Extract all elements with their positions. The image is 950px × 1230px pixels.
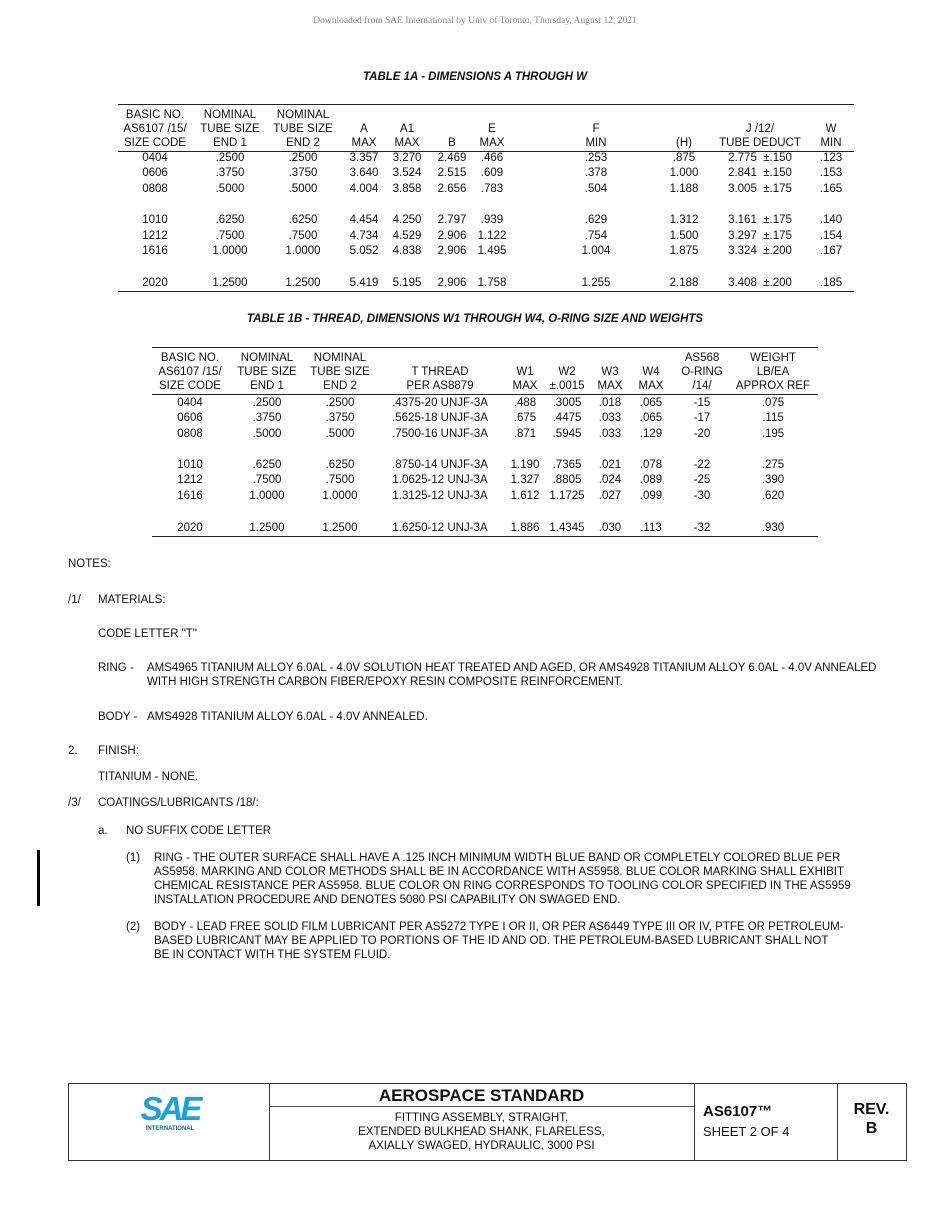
table-cell: .089 [639, 474, 663, 486]
column-header: T THREAD [411, 366, 469, 378]
table-cell: 2.515 [437, 167, 467, 179]
column-header: AS6107 /15/ [158, 366, 222, 378]
table-cell: 0404 [142, 152, 168, 164]
column-header: END 2 [323, 380, 357, 392]
column-header: AS6107 /15/ [123, 123, 187, 135]
ring-label: RING - [98, 662, 134, 674]
table-cell: 1.758 [477, 277, 507, 289]
column-header: TUBE SIZE [237, 366, 297, 378]
table-cell: .629 [584, 214, 608, 226]
column-header: PER AS8879 [406, 380, 474, 392]
table-cell: .783 [480, 183, 504, 195]
note-3-title: COATINGS/LUBRICANTS /18/: [98, 797, 259, 809]
table-cell: 1.3125-12 UNJ-3A [392, 490, 488, 502]
column-header: NOMINAL [203, 109, 257, 121]
table-cell: 4.004 [349, 183, 379, 195]
column-header: END 2 [286, 137, 320, 149]
table-cell: 4.838 [392, 245, 422, 257]
table-cell: .6250 [288, 214, 318, 226]
column-header: SIZE CODE [124, 137, 186, 149]
table-cell: .5000 [288, 183, 318, 195]
table-cell: 1010 [177, 459, 203, 471]
table-cell: .390 [761, 474, 785, 486]
title-line-3: AXIALLY SWAGED, HYDRAULIC, 3000 PSI [368, 1140, 595, 1152]
table-cell: .033 [598, 412, 622, 424]
table-cell: .3750 [325, 412, 355, 424]
table-cell: .024 [598, 474, 622, 486]
column-header: LB/EA [756, 366, 790, 378]
column-header: O-RING [681, 366, 723, 378]
table-cell: .930 [761, 522, 785, 534]
column-header: NOMINAL [313, 352, 367, 364]
table-cell: 4.250 [392, 214, 422, 226]
table-cell: .115 [762, 412, 784, 424]
table-cell: .7500 [325, 474, 355, 486]
table-cell: .027 [598, 490, 622, 502]
note-3-number: /3/ [68, 797, 81, 809]
table-cell: 1.004 [581, 245, 611, 257]
column-header: END 1 [213, 137, 247, 149]
table-cell: 2.906 [437, 230, 467, 242]
table-1a-title: TABLE 1A - DIMENSIONS A THROUGH W [362, 71, 588, 83]
table-cell: .185 [819, 277, 843, 289]
table-cell: 2.841 ±.150 [728, 167, 792, 179]
table-1b-title: TABLE 1B - THREAD, DIMENSIONS W1 THROUGH W4, O-RING SIZE AND WEIGHTS [246, 313, 704, 325]
table-cell: .099 [639, 490, 663, 502]
document-number: AS6107™ [703, 1103, 773, 1120]
column-header: J /12/ [745, 123, 775, 135]
table-cell: .2500 [288, 152, 318, 164]
table-cell: .6250 [325, 459, 355, 471]
table-cell: .754 [584, 230, 608, 242]
table-cell: 1.312 [669, 214, 699, 226]
table-cell: .4475 [552, 412, 582, 424]
notes-heading: NOTES: [68, 558, 111, 570]
note-2-number: 2. [68, 745, 78, 757]
sae-logo-subtext: INTERNATIONAL [145, 1126, 195, 1132]
divider [694, 1084, 695, 1160]
item-1-number: (1) [126, 852, 141, 864]
table-cell: .3750 [288, 167, 318, 179]
table-cell: 1.2500 [249, 522, 285, 534]
column-header: MAX [512, 380, 538, 392]
table-cell: 2.188 [669, 277, 699, 289]
note-1-number: /1/ [68, 594, 81, 606]
table-cell: .140 [819, 214, 843, 226]
table-cell: 3.357 [349, 152, 379, 164]
table-cell: 5.052 [349, 245, 379, 257]
column-header: /14/ [692, 380, 712, 392]
standard-type: AEROSPACE STANDARD [378, 1086, 585, 1105]
table-cell: 2.906 [437, 277, 467, 289]
note-2-title: FINISH: [98, 745, 139, 757]
table-cell: 2.906 [437, 245, 467, 257]
column-header: TUBE SIZE [310, 366, 370, 378]
column-header: MIN [820, 137, 842, 149]
table-cell: .2500 [215, 152, 245, 164]
table-cell: .275 [761, 459, 785, 471]
note-1-title: MATERIALS: [98, 594, 166, 606]
table-cell: 4.454 [349, 214, 379, 226]
table-cell: .5000 [215, 183, 245, 195]
table-cell: 3.858 [392, 183, 422, 195]
table-cell: 1010 [142, 214, 168, 226]
title-block [68, 1083, 907, 1161]
table-cell: .5000 [252, 428, 282, 440]
table-cell: 1.875 [669, 245, 699, 257]
column-header: MAX [479, 137, 505, 149]
table-cell: .075 [761, 397, 785, 409]
column-header: NOMINAL [240, 352, 294, 364]
column-header: W3 [601, 366, 619, 378]
column-header: ±.0015 [549, 380, 585, 392]
body-material-text: AMS4928 TITANIUM ALLOY 6.0AL - 4.0V ANNEALED. [147, 711, 428, 723]
table-cell: 5.195 [392, 277, 422, 289]
table-cell: 2.469 [437, 152, 467, 164]
table-cell: 3.005 ±.175 [728, 183, 792, 195]
table-cell: .675 [513, 412, 537, 424]
column-header: BASIC NO. [125, 109, 185, 121]
divider [269, 1106, 694, 1107]
table-cell: .2500 [325, 397, 355, 409]
table-cell: .078 [639, 459, 663, 471]
sae-logo-mark: SAE [140, 1090, 200, 1127]
table-cell: 0606 [177, 412, 203, 424]
column-header: B [448, 137, 456, 149]
table-cell: 1.188 [669, 183, 699, 195]
table-cell: 1.0000 [285, 245, 321, 257]
table-cell: 2.775 ±.150 [728, 152, 792, 164]
table-cell: 3.270 [392, 152, 422, 164]
table-cell: .065 [639, 412, 663, 424]
table-cell: .033 [598, 428, 622, 440]
table-cell: 1.0000 [249, 490, 285, 502]
table-cell: 2020 [177, 522, 203, 534]
table-cell: .5625-18 UNJF-3A [392, 412, 488, 424]
column-header: W4 [642, 366, 660, 378]
table-cell: .167 [819, 245, 843, 257]
table-cell: .3750 [252, 412, 282, 424]
table-cell: .609 [480, 167, 504, 179]
table-cell: .7500 [215, 230, 245, 242]
table-cell: 1.327 [510, 474, 540, 486]
column-header: TUBE DEDUCT [719, 137, 801, 149]
table-cell: 1.1725 [549, 490, 585, 502]
table-cell: 1.190 [510, 459, 540, 471]
column-header: (H) [676, 137, 692, 149]
table-cell: .5000 [325, 428, 355, 440]
table-cell: .253 [584, 152, 608, 164]
table-cell: 4.529 [392, 230, 422, 242]
table-cell: 2020 [142, 277, 168, 289]
table-cell: .504 [584, 183, 608, 195]
table-cell: .875 [672, 152, 696, 164]
table-cell: .939 [480, 214, 504, 226]
table-cell: .165 [819, 183, 843, 195]
table-cell: 1.0000 [322, 490, 358, 502]
column-header: BASIC NO. [160, 352, 220, 364]
table-cell: .378 [584, 167, 608, 179]
table-cell: .113 [640, 522, 662, 534]
table-cell: 1.0625-12 UNJ-3A [392, 474, 488, 486]
table-cell: .8750-14 UNJF-3A [392, 459, 488, 471]
table-cell: 0404 [177, 397, 203, 409]
table-cell: .871 [513, 428, 537, 440]
table-cell: .6250 [252, 459, 282, 471]
column-header: A1 [399, 123, 415, 135]
table-cell: .154 [819, 230, 843, 242]
table-cell: 5.419 [349, 277, 379, 289]
table-cell: .7500 [288, 230, 318, 242]
table-cell: 1.612 [510, 490, 540, 502]
table-cell: -17 [693, 412, 711, 424]
table-bottom-rule [118, 291, 854, 292]
column-header: W1 [516, 366, 534, 378]
table-cell: 3.161 ±.175 [728, 214, 792, 226]
column-header: MAX [351, 137, 377, 149]
table-cell: .195 [761, 428, 785, 440]
table-cell: .018 [598, 397, 622, 409]
table-bottom-rule [152, 536, 818, 537]
column-header: E [488, 123, 496, 135]
column-header: MAX [638, 380, 664, 392]
table-cell: .8805 [552, 474, 582, 486]
table-cell: .620 [761, 490, 785, 502]
table-cell: -32 [693, 522, 711, 534]
ring-material-text: AMS4965 TITANIUM ALLOY 6.0AL - 4.0V SOLUTION HEAT TREATED AND AGED, OR AMS4928 TITANIUM ALLOY 6.0AL - 4.0V ANNEALED WITH HIGH STRENGTH CARBON FIBER/EPOXY RESIN COMPOSITE REINFORCEMENT. [147, 662, 877, 688]
revision-change-bar [37, 850, 40, 906]
table-top-rule [152, 347, 818, 348]
column-header: AS568 [684, 352, 720, 364]
table-cell: 1.4345 [549, 522, 585, 534]
table-cell: .021 [598, 459, 622, 471]
table-header-rule [152, 394, 818, 395]
table-cell: 1616 [177, 490, 203, 502]
column-header: APPROX REF [735, 380, 811, 392]
column-header: MAX [597, 380, 623, 392]
table-cell: .6250 [215, 214, 245, 226]
table-cell: 3.524 [392, 167, 422, 179]
table-cell: .123 [819, 152, 843, 164]
title-line-2: EXTENDED BULKHEAD SHANK, FLARELESS, [358, 1126, 605, 1138]
table-cell: .5945 [552, 428, 582, 440]
table-cell: -30 [693, 490, 711, 502]
table-cell: .7500 [252, 474, 282, 486]
item-2-number: (2) [126, 921, 141, 933]
table-cell: 3.297 ±.175 [728, 230, 792, 242]
column-header: TUBE SIZE [273, 123, 333, 135]
column-header: MIN [585, 137, 607, 149]
revision-value: B [865, 1120, 878, 1137]
table-cell: .4375-20 UNJF-3A [392, 397, 488, 409]
table-cell: -22 [693, 459, 711, 471]
column-header: MAX [394, 137, 420, 149]
table-cell: 1212 [177, 474, 203, 486]
table-cell: .7500-16 UNJF-3A [392, 428, 488, 440]
table-cell: -15 [693, 397, 711, 409]
revision-label: REV. [853, 1101, 890, 1118]
table-cell: 1212 [142, 230, 168, 242]
table-cell: 1.122 [477, 230, 507, 242]
table-cell: .488 [513, 397, 537, 409]
item-2-text: BODY - LEAD FREE SOLID FILM LUBRICANT PER AS5272 TYPE I OR II, OR PER AS6449 TYPE III OR IV, PTFE OR PETROLEUM-BASED LUBRICANT MAY BE APPLIED TO PORTIONS OF THE ID AND OD. THE PETROLEUM-BASED LUBRICANT SHALL NOT BE IN CONTACT WITH THE SYSTEM FLUID. [154, 921, 844, 961]
body-label: BODY - [98, 711, 138, 723]
table-cell: .2500 [252, 397, 282, 409]
item-1-text: RING - THE OUTER SURFACE SHALL HAVE A .125 INCH MINIMUM WIDTH BLUE BAND OR COMPLETELY COLORED BLUE PER AS5958. MARKING AND COLOR METHODS SHALL BE IN ACCORDANCE WITH AS5958. BLUE COLOR MARKING SHALL EXHIBIT CHEMICAL RESISTANCE PER AS5958. BLUE COLOR ON RING CORRESPONDS TO TOOLING COLOR SPECIFIED IN THE AS5959 INSTALLATION PROCEDURE AND DENOTES 5080 PSI CAPABILITY ON SWAGED END. [154, 852, 851, 906]
table-cell: 1.000 [669, 167, 699, 179]
column-header: F [592, 123, 600, 135]
table-cell: 2.656 [437, 183, 467, 195]
table-cell: 3.640 [349, 167, 379, 179]
table-cell: 2.797 [437, 214, 467, 226]
table-cell: 1.6250-12 UNJ-3A [392, 522, 488, 534]
download-watermark: Downloaded from SAE International by Univ of Toronto, Thursday, August 12, 2021 [313, 16, 637, 26]
item-a-number: a. [98, 825, 108, 837]
table-cell: 1.2500 [212, 277, 248, 289]
table-cell: .153 [819, 167, 843, 179]
table-cell: 0808 [177, 428, 203, 440]
column-header: SIZE CODE [159, 380, 221, 392]
table-cell: 1.0000 [212, 245, 248, 257]
table-cell: .7365 [552, 459, 582, 471]
finish-text: TITANIUM - NONE. [98, 771, 199, 783]
column-header: WEIGHT [750, 352, 796, 364]
table-cell: .065 [639, 397, 663, 409]
table-cell: .030 [598, 522, 622, 534]
table-cell: 1.495 [477, 245, 507, 257]
table-cell: 1.255 [581, 277, 611, 289]
table-cell: .466 [480, 152, 504, 164]
column-header: A [360, 123, 368, 135]
table-cell: 1.500 [669, 230, 699, 242]
table-top-rule [118, 104, 854, 105]
column-header: END 1 [250, 380, 284, 392]
table-cell: 1616 [142, 245, 168, 257]
table-cell: -25 [693, 474, 711, 486]
table-cell: .3750 [215, 167, 245, 179]
table-cell: .129 [639, 428, 663, 440]
column-header: NOMINAL [276, 109, 330, 121]
column-header: TUBE SIZE [200, 123, 260, 135]
sheet-number: SHEET 2 OF 4 [703, 1124, 790, 1139]
title-line-1: FITTING ASSEMBLY, STRAIGHT, [394, 1112, 569, 1124]
code-letter: CODE LETTER "T" [98, 628, 197, 640]
column-header: W2 [558, 366, 576, 378]
table-cell: 3.408 ±.200 [728, 277, 792, 289]
table-cell: 1.886 [510, 522, 540, 534]
table-cell: 4.734 [349, 230, 379, 242]
table-cell: 3.324 ±.200 [728, 245, 792, 257]
column-header: W [825, 123, 837, 135]
table-cell: 0606 [142, 167, 168, 179]
table-cell: -20 [693, 428, 711, 440]
table-cell: 1.2500 [285, 277, 321, 289]
sae-logo [137, 1090, 203, 1132]
table-cell: .3005 [552, 397, 582, 409]
table-cell: 0808 [142, 183, 168, 195]
table-cell: 1.2500 [322, 522, 358, 534]
item-a-text: NO SUFFIX CODE LETTER [126, 825, 272, 837]
